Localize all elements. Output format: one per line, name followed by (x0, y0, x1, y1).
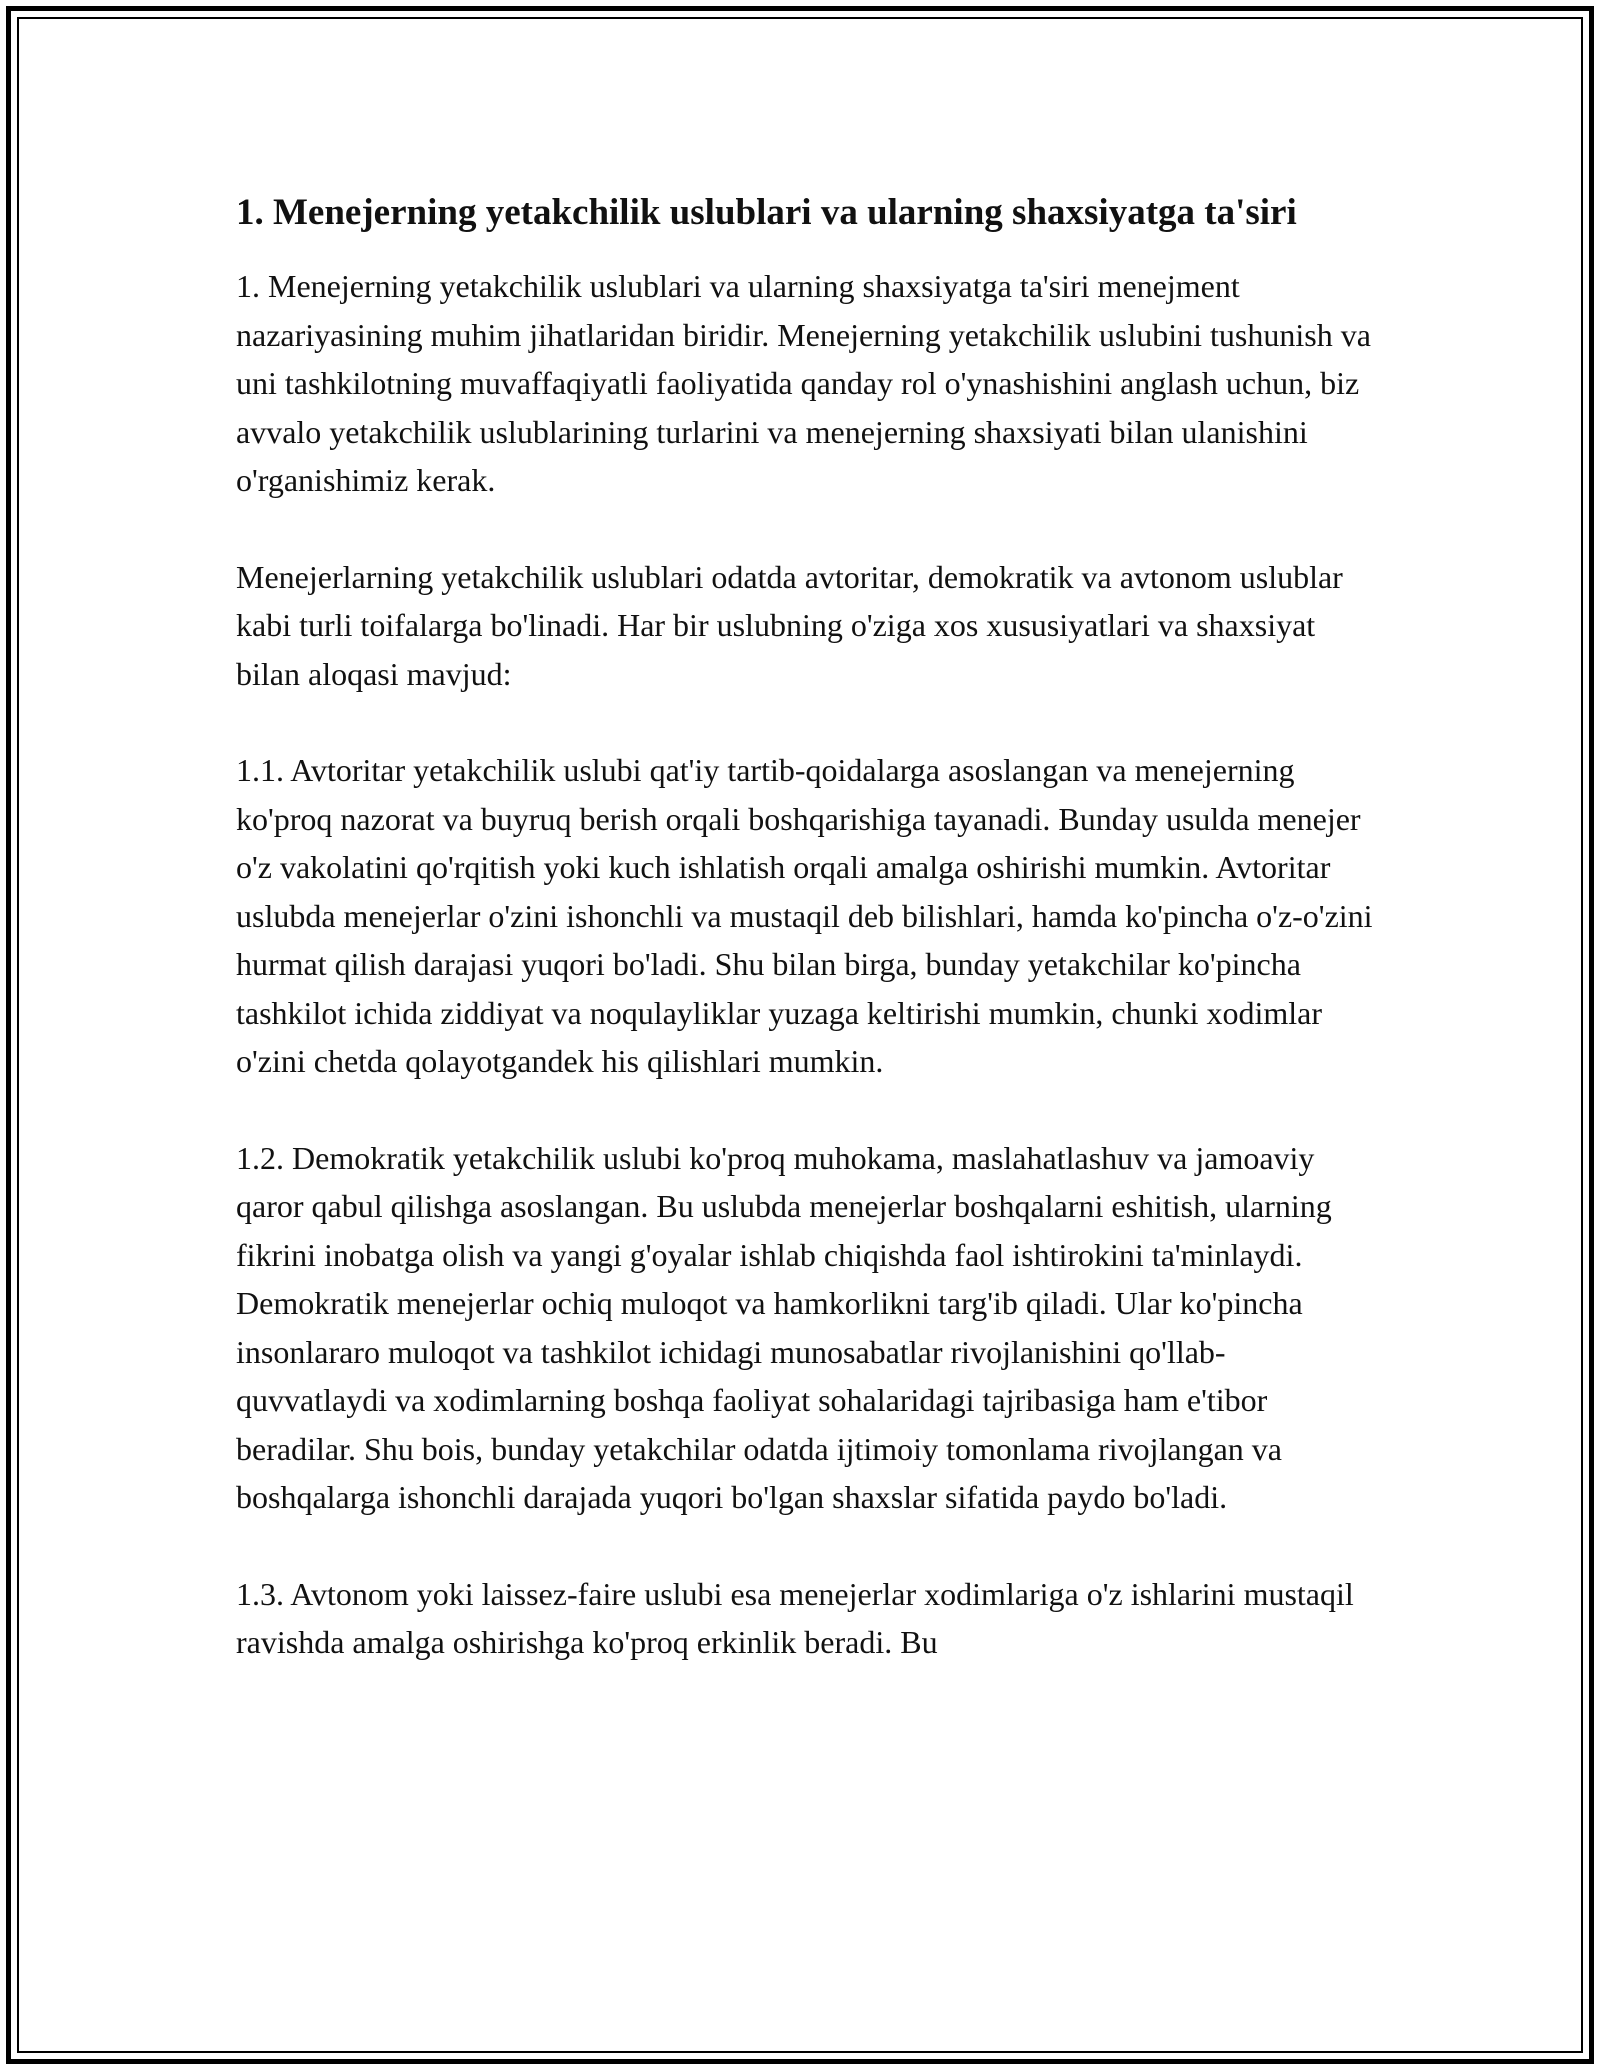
paragraph-categories: Menejerlarning yetakchilik uslublari odatda avtoritar, demokratik va avtonom uslublar kabi turli toifalarga bo'linadi. Har bir uslubning o'ziga xos xususiyatlari va shaxsiyat bilan aloqasi mavjud: (236, 558, 1343, 692)
paragraph-intro: 1. Menejerning yetakchilik uslublari va ularning shaxsiyatga ta'siri menejment nazariyasining muhim jihatlaridan biridir. Menejerning yetakchilik uslubini tushunish va uni tashkilotning muvaffaqiyatli faoliyatida qanday rol o'ynashishini anglash uchun, biz avvalo yetakchilik uslublarining turlarini va menejerning shaxsiyati bilan ulanishini o'rganishimiz kerak. (236, 268, 1371, 498)
paragraph-authoritarian: 1.1. Avtoritar yetakchilik uslubi qat'iy tartib-qoidalarga asoslangan va menejerning ko'proq nazorat va buyruq berish orqali boshqarishiga tayanadi. Bunday usulda menejer o'z vakolatini qo'rqitish yoki kuch ishlatish orqali amalga oshirishi mumkin. Avtoritar uslubda menejerlar o'zini ishonchli va mustaqil deb bilishlari, hamda ko'pincha o'z-o'zini hurmat qilish darajasi yuqori bo'ladi. Shu bilan birga, bunday yetakchilar ko'pincha tashkilot ichida ziddiyat va noqulayliklar yuzaga keltirishi mumkin, chunki xodimlar o'zini chetda qolayotgandek his qilishlari mumkin. (236, 752, 1373, 1079)
paragraph-autonomous: 1.3. Avtonom yoki laissez-faire uslubi esa menejerlar xodimlariga o'z ishlarini mustaqil ravishda amalga oshirishga ko'proq erkinlik beradi. Bu (236, 1575, 1354, 1660)
document-body (236, 186, 1376, 1715)
paragraph-democratic: 1.2. Demokratik yetakchilik uslubi ko'proq muhokama, maslahatlashuv va jamoaviy qaror qabul qilishga asoslangan. Bu uslubda menejerlar boshqalarni eshitish, ularning fikrini inobatga olish va yangi g'oyalar ishlab chiqishda faol ishtirokini ta'minlaydi. Demokratik menejerlar ochiq muloqot va hamkorlikni targ'ib qiladi. Ular ko'pincha insonlararo muloqot va tashkilot ichidagi munosabatlar rivojlanishini qo'llab-quvvatlaydi va xodimlarning boshqa faoliyat sohalaridagi tajribasiga ham e'tibor beradilar. Shu bois, bunday yetakchilar odatda ijtimoiy tomonlama rivojlangan va boshqalarga ishonchli darajada yuqori bo'lgan shaxslar sifatida paydo bo'ladi. (236, 1139, 1332, 1515)
document-title: 1. Menejerning yetakchilik uslublari va ularning shaxsiyatga ta'siri (236, 192, 1297, 233)
